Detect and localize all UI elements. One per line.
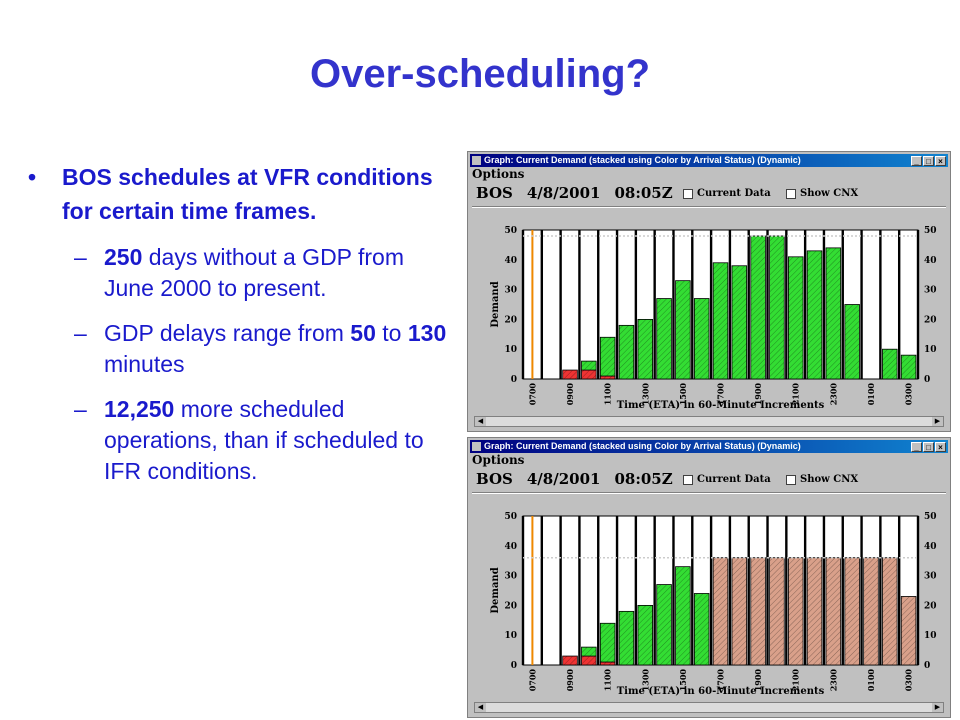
x-tick-label: 0300 xyxy=(903,669,914,692)
y-tick-label-right: 50 xyxy=(924,226,937,236)
bar-hatch xyxy=(563,656,578,665)
sub-bullet-dash: – xyxy=(74,320,87,346)
bar-hatch xyxy=(657,585,672,665)
x-tick-label: 1700 xyxy=(715,383,726,406)
y-tick-label-right: 30 xyxy=(924,285,937,296)
bar-hatch xyxy=(807,558,822,665)
bar-hatch xyxy=(901,355,916,379)
gdp-delays-to: to xyxy=(375,320,408,346)
bar-hatch xyxy=(826,558,841,665)
x-tick-label: 0300 xyxy=(903,383,914,406)
y-axis-label: Demand xyxy=(490,567,501,614)
close-button[interactable]: × xyxy=(935,442,946,452)
bar-hatch xyxy=(788,558,803,665)
x-tick-label: 2100 xyxy=(790,669,801,692)
y-tick-label-left: 0 xyxy=(510,661,517,671)
bar-hatch xyxy=(788,257,803,379)
gdp-delays-unit: minutes xyxy=(104,351,185,377)
scroll-right-arrow-icon[interactable]: ▶ xyxy=(932,703,943,712)
options-menu[interactable]: Options xyxy=(472,167,525,181)
bar-hatch xyxy=(713,263,728,379)
operations-value: 12,250 xyxy=(104,396,175,422)
bar-hatch xyxy=(657,299,672,379)
bullet-dot: • xyxy=(28,164,37,190)
show-cnx-label: Show CNX xyxy=(800,188,859,199)
y-tick-label-left: 30 xyxy=(504,571,517,582)
sub-bullet-dash: – xyxy=(74,396,87,422)
status-time: 08:05Z xyxy=(614,184,673,202)
x-tick-label: 2300 xyxy=(828,383,839,406)
airport-code: BOS xyxy=(476,184,513,202)
bar-hatch xyxy=(619,325,634,379)
bar-hatch xyxy=(732,558,747,665)
demand-chart-ifr xyxy=(468,438,952,719)
x-tick-label: 0900 xyxy=(565,669,576,692)
y-tick-label-right: 50 xyxy=(924,512,937,522)
bar-hatch xyxy=(751,558,766,665)
bar-hatch xyxy=(826,248,841,379)
y-tick-label-right: 20 xyxy=(924,601,937,612)
bullet-list xyxy=(28,160,458,487)
bar-hatch xyxy=(807,251,822,379)
x-tick-label: 1900 xyxy=(753,669,764,692)
y-tick-label-right: 0 xyxy=(924,661,931,671)
maximize-button[interactable]: □ xyxy=(923,156,934,166)
horizontal-scrollbar[interactable] xyxy=(474,416,944,427)
airport-code: BOS xyxy=(476,470,513,488)
x-axis-label: Time (ETA) in 60-Minute Increments xyxy=(616,686,825,697)
bullet-main xyxy=(28,160,458,228)
status-date: 4/8/2001 xyxy=(526,470,601,488)
x-tick-label: 1700 xyxy=(715,669,726,692)
x-tick-label: 1500 xyxy=(677,383,688,406)
demand-chart-vfr xyxy=(468,152,952,433)
y-tick-label-left: 50 xyxy=(504,512,517,522)
bar-hatch xyxy=(882,558,897,665)
y-tick-label-right: 40 xyxy=(924,255,937,266)
y-tick-label-left: 50 xyxy=(504,226,517,236)
gdp-delays-text: GDP delays range from xyxy=(104,320,351,346)
x-tick-label: 0700 xyxy=(527,383,538,406)
y-tick-label-left: 20 xyxy=(504,601,517,612)
y-tick-label-right: 20 xyxy=(924,315,937,326)
maximize-button[interactable]: □ xyxy=(923,442,934,452)
x-tick-label: 0100 xyxy=(865,669,876,692)
bar-hatch xyxy=(770,558,785,665)
options-menu[interactable]: Options xyxy=(472,453,525,467)
show-cnx-label: Show CNX xyxy=(800,474,859,485)
x-tick-label: 0700 xyxy=(527,669,538,692)
x-tick-label: 2100 xyxy=(790,383,801,406)
status-time: 08:05Z xyxy=(614,470,673,488)
y-axis-label: Demand xyxy=(490,281,501,328)
y-tick-label-right: 30 xyxy=(924,571,937,582)
bar-hatch xyxy=(600,376,615,379)
y-tick-label-right: 10 xyxy=(924,345,937,356)
minimize-button[interactable]: _ xyxy=(911,442,922,452)
bar-hatch xyxy=(770,236,785,379)
gdp-delay-min: 50 xyxy=(350,320,376,346)
window-title: Graph: Current Demand (stacked using Color by Arrival Status) (Dynamic) xyxy=(484,155,801,165)
bar-hatch xyxy=(581,370,596,379)
bar-hatch xyxy=(676,567,691,665)
scroll-left-arrow-icon[interactable]: ◀ xyxy=(475,703,486,712)
close-button[interactable]: × xyxy=(935,156,946,166)
gdp-days-value: 250 xyxy=(104,244,143,270)
minimize-button[interactable]: _ xyxy=(911,156,922,166)
y-tick-label-left: 10 xyxy=(504,631,517,642)
bar-hatch xyxy=(581,361,596,370)
y-tick-label-right: 40 xyxy=(924,541,937,552)
bar-hatch xyxy=(694,593,709,665)
bar-hatch xyxy=(713,558,728,665)
bar-hatch xyxy=(619,611,634,665)
graph-window-ifr xyxy=(467,437,951,718)
bar-hatch xyxy=(638,605,653,665)
y-tick-label-left: 0 xyxy=(510,375,517,385)
x-tick-label: 2300 xyxy=(828,669,839,692)
bar-hatch xyxy=(694,299,709,379)
bar-hatch xyxy=(901,596,916,665)
x-tick-label: 0900 xyxy=(565,383,576,406)
x-tick-label: 1500 xyxy=(677,669,688,692)
bar-hatch xyxy=(638,319,653,379)
sub-bullet-operations xyxy=(28,394,458,487)
y-tick-label-left: 40 xyxy=(504,541,517,552)
graph-window-vfr xyxy=(467,151,951,432)
y-tick-label-left: 20 xyxy=(504,315,517,326)
bar-hatch xyxy=(581,647,596,656)
gdp-days-text: days without a GDP from June 2000 to present. xyxy=(104,244,404,301)
x-tick-label: 0100 xyxy=(865,383,876,406)
x-tick-label: 1100 xyxy=(602,669,613,692)
bar-hatch xyxy=(864,558,879,665)
bar-hatch xyxy=(882,349,897,379)
x-tick-label: 1100 xyxy=(602,383,613,406)
sub-bullet-dash: – xyxy=(74,244,87,270)
bar-hatch xyxy=(563,370,578,379)
x-tick-label: 1300 xyxy=(640,383,651,406)
bar-hatch xyxy=(581,656,596,665)
y-tick-label-right: 0 xyxy=(924,375,931,385)
scroll-right-arrow-icon[interactable]: ▶ xyxy=(932,417,943,426)
current-data-label: Current Data xyxy=(697,188,771,199)
x-axis-label: Time (ETA) in 60-Minute Increments xyxy=(616,400,825,411)
window-title: Graph: Current Demand (stacked using Color by Arrival Status) (Dynamic) xyxy=(484,441,801,451)
y-tick-label-right: 10 xyxy=(924,631,937,642)
bar-hatch xyxy=(751,236,766,379)
bar-hatch xyxy=(845,305,860,380)
y-tick-label-left: 10 xyxy=(504,345,517,356)
bar-hatch xyxy=(600,337,615,376)
operations-text: more scheduled operations, than if scheduled to IFR conditions. xyxy=(104,396,424,484)
bar-hatch xyxy=(845,558,860,665)
sub-bullet-gdp-days xyxy=(28,242,458,304)
y-tick-label-left: 30 xyxy=(504,285,517,296)
y-tick-label-left: 40 xyxy=(504,255,517,266)
bullet-main-text: BOS schedules at VFR conditions for certain time frames. xyxy=(62,164,433,224)
scroll-left-arrow-icon[interactable]: ◀ xyxy=(475,417,486,426)
status-date: 4/8/2001 xyxy=(526,184,601,202)
bar-hatch xyxy=(676,281,691,379)
gdp-delay-max: 130 xyxy=(407,320,447,346)
current-data-label: Current Data xyxy=(697,474,771,485)
sub-bullet-gdp-delays xyxy=(28,318,458,380)
slide-title: Over-scheduling? xyxy=(309,52,651,96)
horizontal-scrollbar[interactable] xyxy=(474,702,944,713)
x-tick-label: 1900 xyxy=(753,383,764,406)
bar-hatch xyxy=(732,266,747,379)
bar-hatch xyxy=(600,623,615,662)
x-tick-label: 1300 xyxy=(640,669,651,692)
bar-hatch xyxy=(600,662,615,665)
